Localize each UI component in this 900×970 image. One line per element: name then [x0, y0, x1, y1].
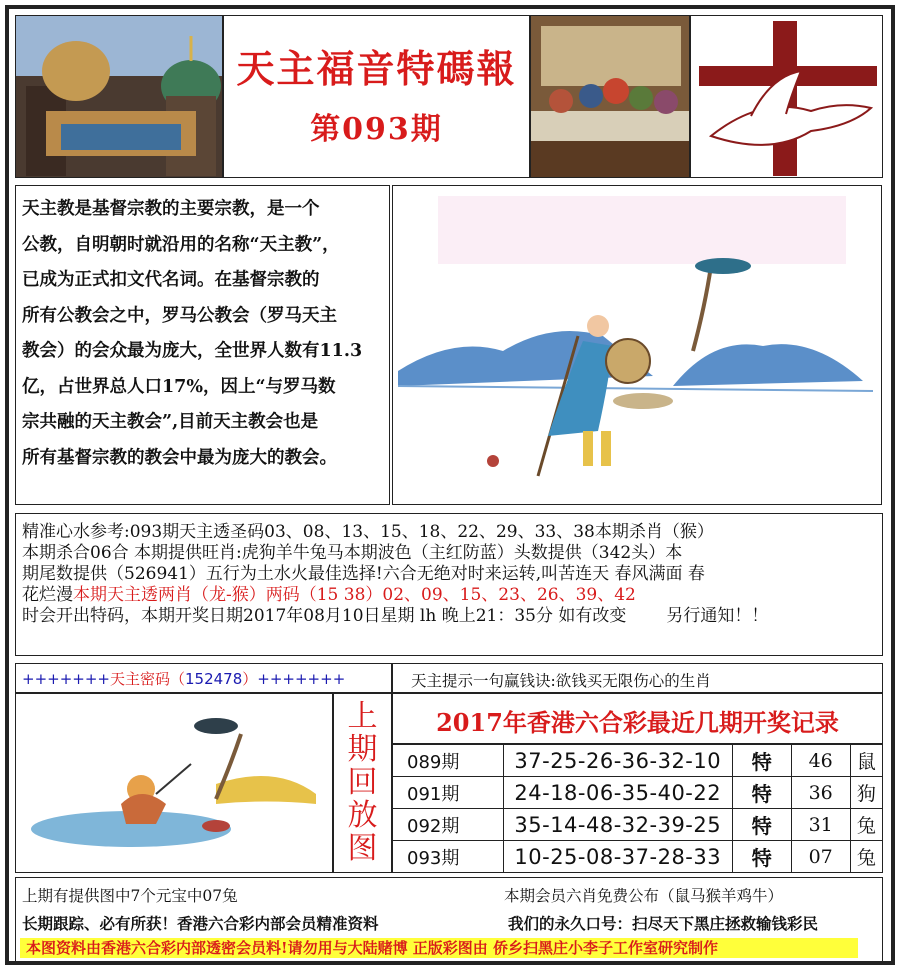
period-cell: 091期 — [393, 777, 504, 809]
info-line-4-lead: 花烂漫 — [22, 585, 73, 605]
info-line-5-end: 另行通知！！ — [666, 606, 769, 626]
secret-label: 天主密码（ — [109, 670, 185, 688]
zodiac-cell: 鼠 — [850, 745, 882, 777]
side-char: 期 — [347, 732, 378, 767]
intro-line: 已成为正式扣文代名词。在基督宗教的 — [22, 270, 320, 290]
hint-text: 天主提示一句赢钱诀:欲钱买无限伤心的生肖 — [411, 672, 711, 690]
table-row — [393, 745, 883, 777]
info-line-4 — [22, 585, 768, 606]
secret-plus-right: +++++++ — [257, 670, 346, 688]
numbers-cell: 10-25-08-37-28-33 — [504, 841, 732, 873]
farmer-illustration — [393, 186, 882, 505]
painting-illustration — [531, 16, 690, 178]
farmer-picture-box — [392, 185, 882, 505]
numbers-cell: 37-25-26-36-32-10 — [504, 745, 732, 777]
te-cell: 特 — [732, 809, 791, 841]
table-row — [393, 809, 883, 841]
footer-right-2: 我们的永久口号：扫尽天下黑庄拯救输钱彩民 — [508, 914, 819, 933]
zodiac-cell: 兔 — [850, 841, 882, 873]
intro-line: 亿，占世界总人口17%，因上“与罗马数 — [22, 376, 336, 397]
footer-left-2: 长期跟踪、必有所获！香港六合彩内部会员精准资料 — [22, 914, 379, 933]
last-supper-image — [530, 15, 690, 178]
numbers-cell: 35-14-48-32-39-25 — [504, 809, 732, 841]
church-dome-illustration — [16, 16, 223, 178]
zodiac-cell: 狗 — [850, 777, 882, 809]
intro-line: 公教，自明朝时就沿用的名称“天主教”， — [22, 234, 340, 255]
prediction-info-box — [15, 513, 883, 656]
replay-side-label-box — [333, 693, 392, 873]
special-number-cell: 31 — [791, 809, 850, 841]
special-number-cell: 36 — [791, 777, 850, 809]
te-cell: 特 — [732, 841, 791, 873]
intro-line: 教会）的会众最为庞大，全世界人数有11.3 — [22, 341, 363, 361]
footer-left-1: 上期有提供图中7个元宝中07兔 — [22, 887, 238, 905]
hint-box — [392, 663, 883, 693]
table-row — [393, 777, 883, 809]
side-char: 图 — [347, 831, 378, 866]
intro-line: 天主教是基督宗教的主要宗教，是一个 — [22, 199, 320, 219]
paper-title: 天主福音特碼報 — [236, 46, 517, 91]
side-char: 回 — [347, 765, 378, 800]
info-line-5-main: 时会开出特码，本期开奖日期2017年08月10日星期 lh 晚上21：35分 如有改变 — [22, 606, 627, 626]
secret-label-end: ） — [242, 670, 258, 688]
secret-plus-left: +++++++ — [22, 670, 110, 688]
footer-box — [15, 877, 883, 962]
secret-code-box — [15, 663, 392, 693]
intro-line: 所有基督宗教的教会中最为庞大的教会。 — [22, 447, 337, 468]
info-line-3: 期尾数提供（526941）五行为土水火最佳选择!六合无绝对时来运转,叫苦连天 春风满面 春 — [22, 564, 705, 584]
title-box — [223, 15, 530, 178]
info-line-1: 精准心水参考:093期天主透圣码03、08、13、15、18、22、29、33、38本期杀肖（猴） — [22, 522, 714, 542]
footer-banner: 本图资料由香港六合彩内部透密会员料!请勿用与大陆赌博 正版彩图由 侨乡扫黑庄小李子工作室研究制作 — [20, 938, 858, 958]
issue-number: 第093期 — [310, 112, 443, 147]
numbers-cell: 24-18-06-35-40-22 — [504, 777, 732, 809]
period-cell: 092期 — [393, 809, 504, 841]
intro-text — [22, 192, 362, 476]
records-table — [392, 744, 883, 873]
period-cell: 089期 — [393, 745, 504, 777]
info-line-2: 本期杀合06合 本期提供旺肖:虎狗羊牛兔马本期波色（主红防蓝）头数提供（342头）本 — [22, 543, 683, 563]
secret-code: 152478 — [185, 670, 243, 688]
last-issue-picture-box — [15, 693, 333, 873]
cross-dove-image — [690, 15, 883, 178]
records-title: 2017年香港六合彩最近几期开奖记录 — [436, 708, 839, 737]
prediction-text — [22, 522, 768, 627]
intro-line: 所有公教会之中，罗马公教会（罗马天主 — [22, 305, 337, 326]
fisherman-illustration — [16, 694, 333, 873]
zodiac-cell: 兔 — [850, 809, 882, 841]
church-image — [15, 15, 223, 178]
side-char: 上 — [347, 699, 378, 734]
te-cell: 特 — [732, 777, 791, 809]
secret-code-line — [22, 668, 345, 689]
table-row — [393, 841, 883, 873]
special-number-cell: 07 — [791, 841, 850, 873]
te-cell: 特 — [732, 745, 791, 777]
info-line-5 — [22, 606, 768, 627]
intro-box — [15, 185, 390, 505]
records-title-box — [392, 693, 883, 744]
special-number-cell: 46 — [791, 745, 850, 777]
replay-side-label — [334, 700, 391, 865]
cross-dove-icon — [691, 16, 883, 178]
side-char: 放 — [347, 798, 378, 833]
period-cell: 093期 — [393, 841, 504, 873]
intro-line: 宗共融的天主教会”,目前天主教会也是 — [22, 412, 319, 432]
footer-right-1: 本期会员六肖免费公布（鼠马猴羊鸡牛） — [504, 887, 784, 905]
info-highlight-red: 本期天主透两肖（龙-猴）两码（15 38）02、09、15、23、26、39、42 — [73, 585, 636, 605]
